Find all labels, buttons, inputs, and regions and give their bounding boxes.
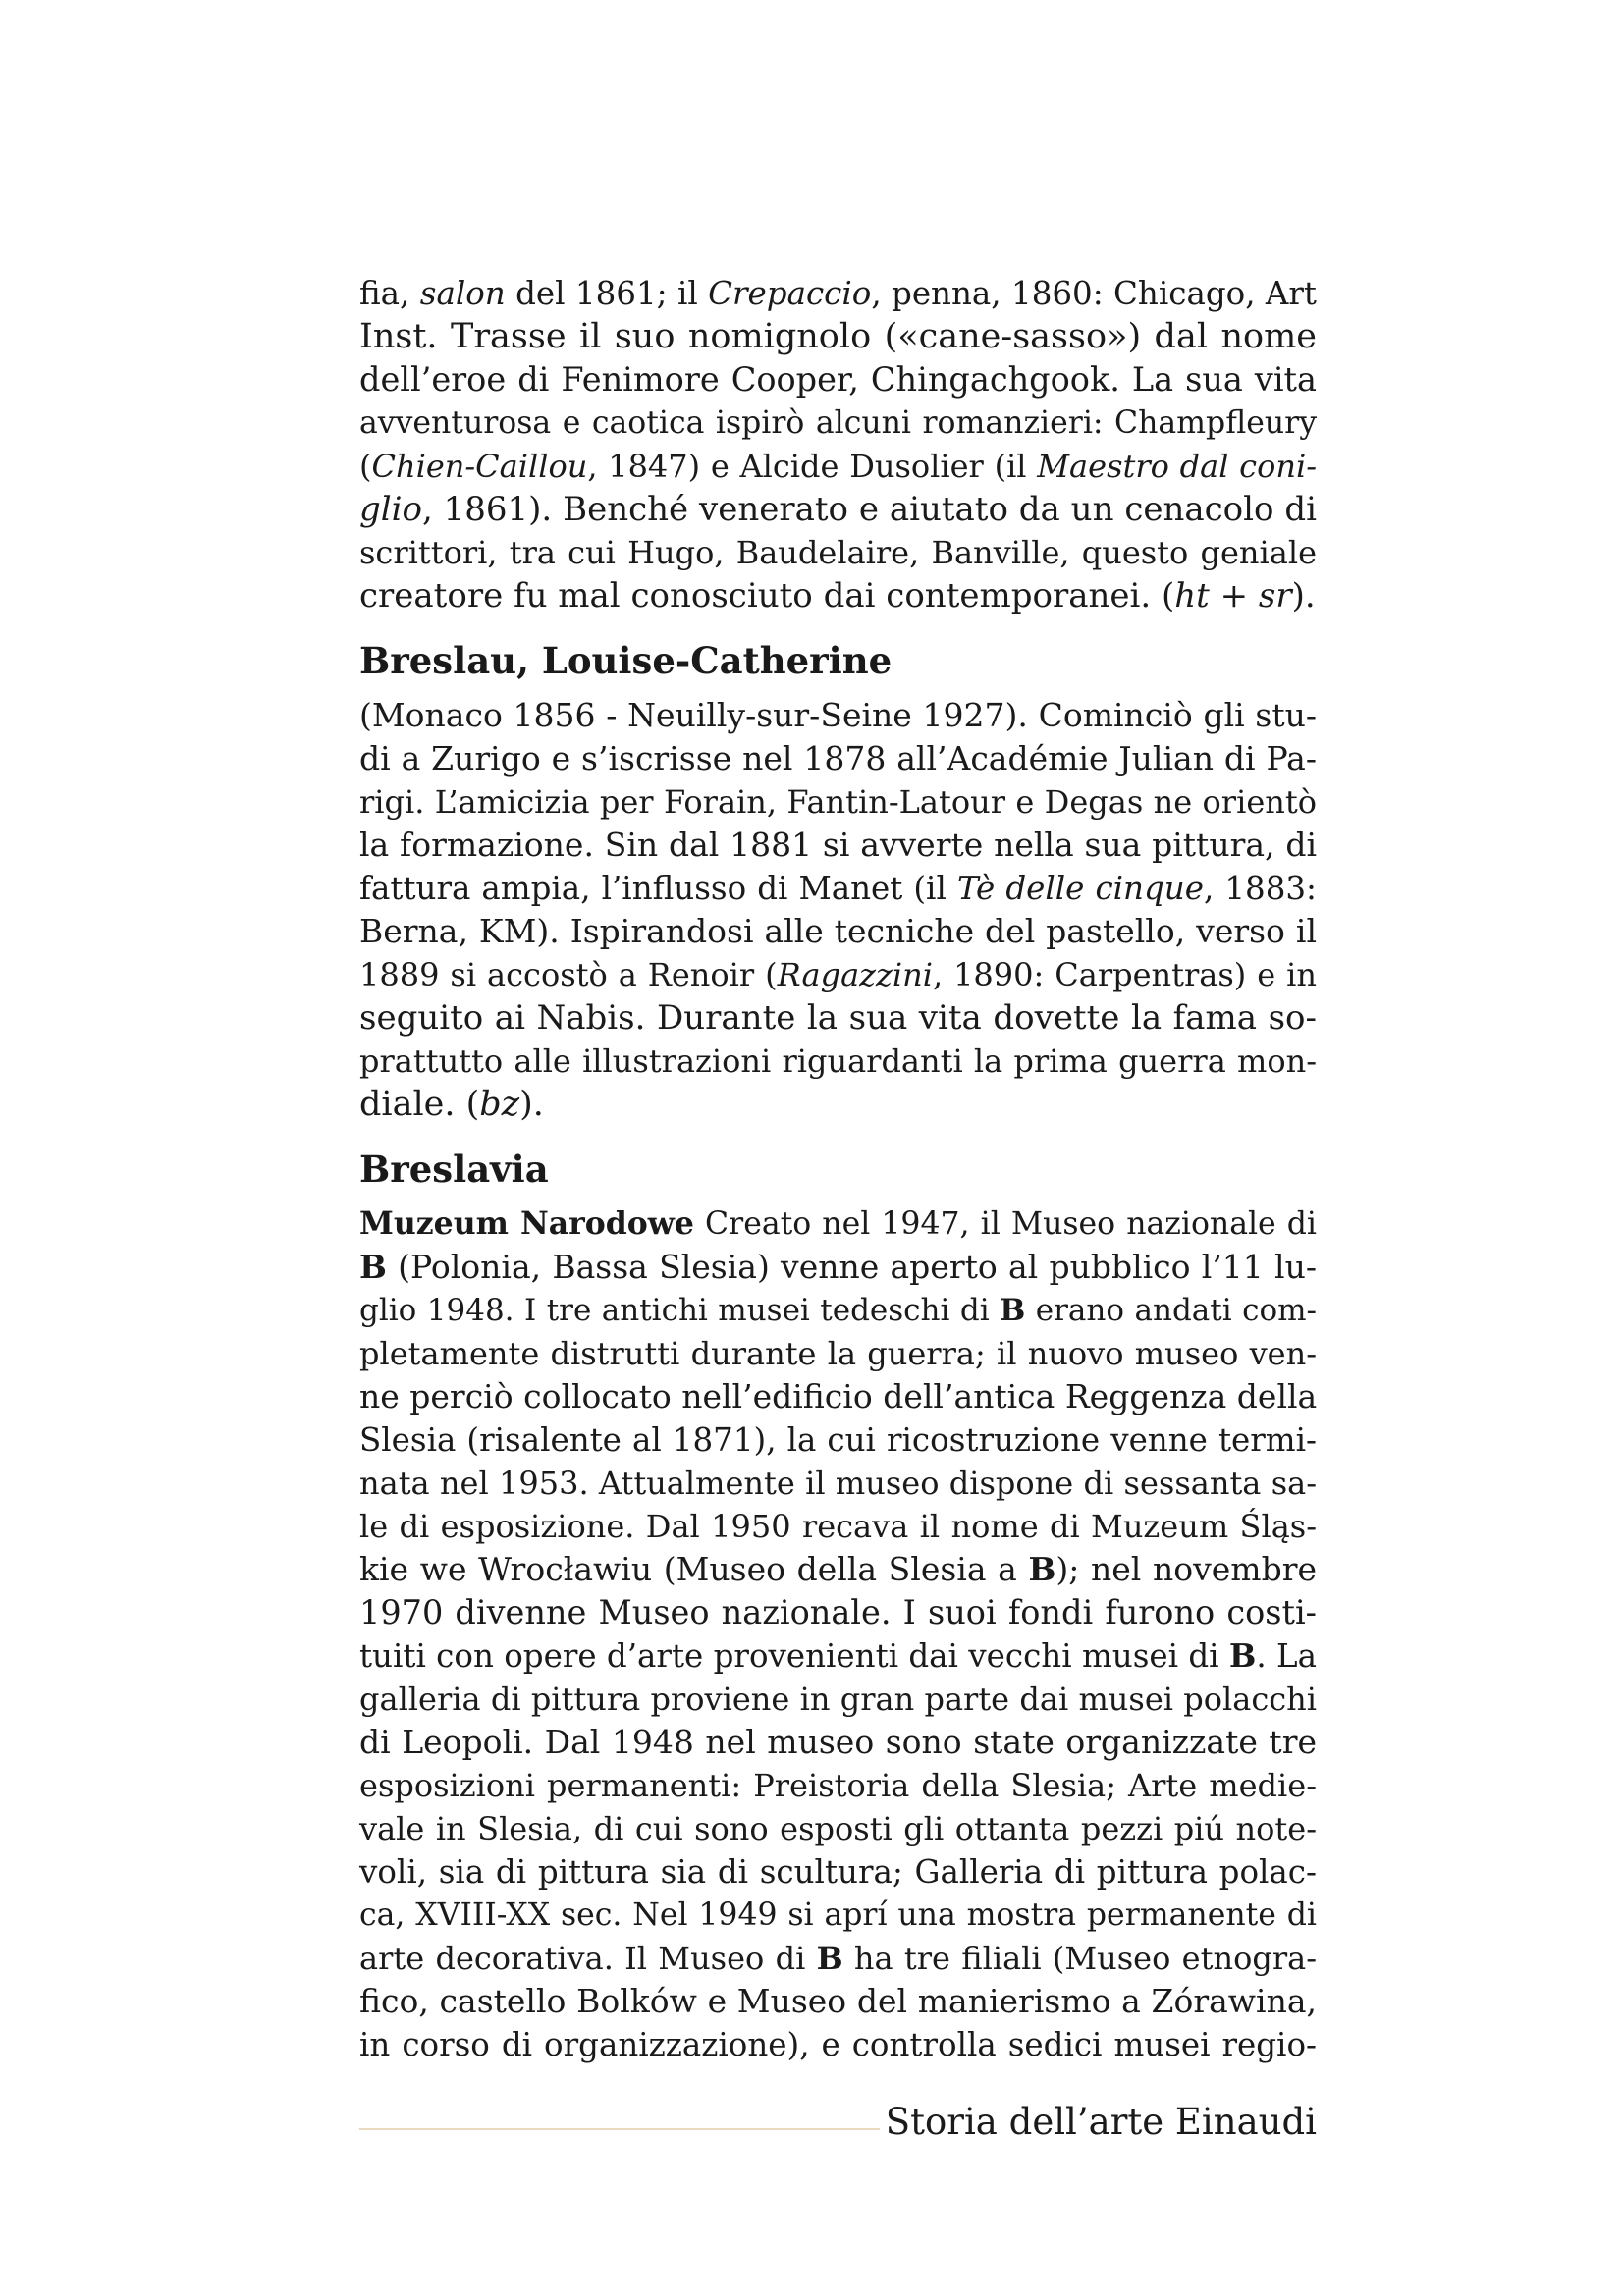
text-line: di a Zurigo e s’iscrisse nel 1878 all’Académie Julian di Pa- [359, 739, 1317, 777]
text-line: nata nel 1953. Attualmente il museo dispone di sessanta sa- [359, 1465, 1317, 1502]
text-line: la formazione. Sin dal 1881 si avverte nella sua pittura, di [359, 826, 1317, 864]
text-line: rigi. L’amicizia per Forain, Fantin-Latour e Degas ne orientò [359, 783, 1317, 821]
text-line: Slesia (risalente al 1871), la cui ricostruzione venne termi- [359, 1421, 1317, 1459]
text-line: diale. (bz). [359, 1085, 544, 1124]
text-line: fico, castello Bolków e Museo del manierismo a Zórawina, [359, 1982, 1317, 2020]
text-line: Inst. Trasse il suo nomignolo («cane-sasso») dal nome [359, 317, 1317, 356]
page-footer [359, 2101, 1317, 2144]
entry-continuation-paragraph [359, 272, 1317, 617]
footer-rule [359, 2128, 880, 2130]
text-line: scrittori, tra cui Hugo, Baudelaire, Banville, questo geniale [359, 534, 1317, 571]
text-line: (Monaco 1856 - Neuilly-sur-Seine 1927). Cominciò gli stu- [359, 696, 1317, 734]
text-line: fia, salon del 1861; il Crepaccio, penna, 1860: Chicago, Art [359, 275, 1317, 312]
entry-louise-paragraph [359, 694, 1317, 1126]
text-line: 1970 divenne Museo nazionale. I suoi fondi furono costi- [359, 1593, 1317, 1631]
text-line: Berna, KM). Ispirandosi alle tecniche del pastello, verso il [359, 912, 1317, 950]
text-line: creatore fu mal conosciuto dai contemporanei. (ht + sr). [359, 576, 1316, 615]
text-line: pletamente distrutti durante la guerra; il nuovo museo ven- [359, 1335, 1317, 1372]
text-line: glio 1948. I tre antichi musei tedeschi di B erano andati com- [359, 1293, 1317, 1328]
text-line: voli, sia di pittura sia di scultura; Galleria di pittura polac- [359, 1853, 1317, 1891]
text-line: kie we Wrocławiu (Museo della Slesia a B); nel novembre [359, 1550, 1317, 1588]
text-line: di Leopoli. Dal 1948 nel museo sono state organizzate tre [359, 1723, 1317, 1761]
text-line: esposizioni permanenti: Preistoria della Slesia; Arte medie- [359, 1767, 1317, 1804]
footer-publication-title: Storia dell’arte Einaudi [885, 2101, 1317, 2143]
text-line: fattura ampia, l’influsso di Manet (il Tè delle cinque, 1883: [359, 870, 1317, 907]
entry-breslavia-paragraph [359, 1202, 1317, 2066]
text-line: ne perciò collocato nell’edificio dell’antica Reggenza della [359, 1377, 1318, 1415]
text-line: galleria di pittura proviene in gran parte dai musei polacchi [359, 1681, 1317, 1718]
text-line: dell’eroe di Fenimore Cooper, Chingachgook. La sua vita [359, 360, 1317, 399]
entry-heading-louise: Breslau, Louise-Catherine [359, 639, 893, 682]
text-line: B (Polonia, Bassa Slesia) venne aperto al pubblico l’11 lu- [359, 1248, 1317, 1286]
text-line: tuiti con opere d’arte provenienti dai vecchi musei di B. La [359, 1636, 1317, 1675]
text-line: in corso di organizzazione), e controlla sedici musei regio- [359, 2026, 1317, 2063]
main-text-column [359, 272, 1317, 2066]
text-line: seguito ai Nabis. Durante la sua vita dovette la fama so- [359, 998, 1317, 1038]
text-line: prattutto alle illustrazioni riguardanti la prima guerra mon- [359, 1042, 1317, 1080]
text-line: 1889 si accostò a Renoir (Ragazzini, 1890: Carpentras) e in [359, 956, 1318, 993]
text-line: avventurosa e caotica ispirò alcuni romanzieri: Champfleury [359, 405, 1317, 441]
text-line: glio, 1861). Benché venerato e aiutato da un cenacolo di [359, 490, 1317, 529]
text-line: arte decorativa. Il Museo di B ha tre filiali (Museo etnogra- [359, 1940, 1317, 1977]
text-line: (Chien-Caillou, 1847) e Alcide Dusolier (il Maestro dal coni- [359, 448, 1318, 485]
text-line: vale in Slesia, di cui sono esposti gli ottanta pezzi piú note- [359, 1810, 1317, 1847]
entry-heading-breslavia: Breslavia [359, 1148, 549, 1191]
text-line: ca, XVIII-XX sec. Nel 1949 si aprí una mostra permanente di [359, 1897, 1317, 1933]
text-line: Muzeum Narodowe Creato nel 1947, il Museo nazionale di [359, 1205, 1318, 1242]
text-line: le di esposizione. Dal 1950 recava il nome di Muzeum Śląs- [359, 1508, 1317, 1545]
